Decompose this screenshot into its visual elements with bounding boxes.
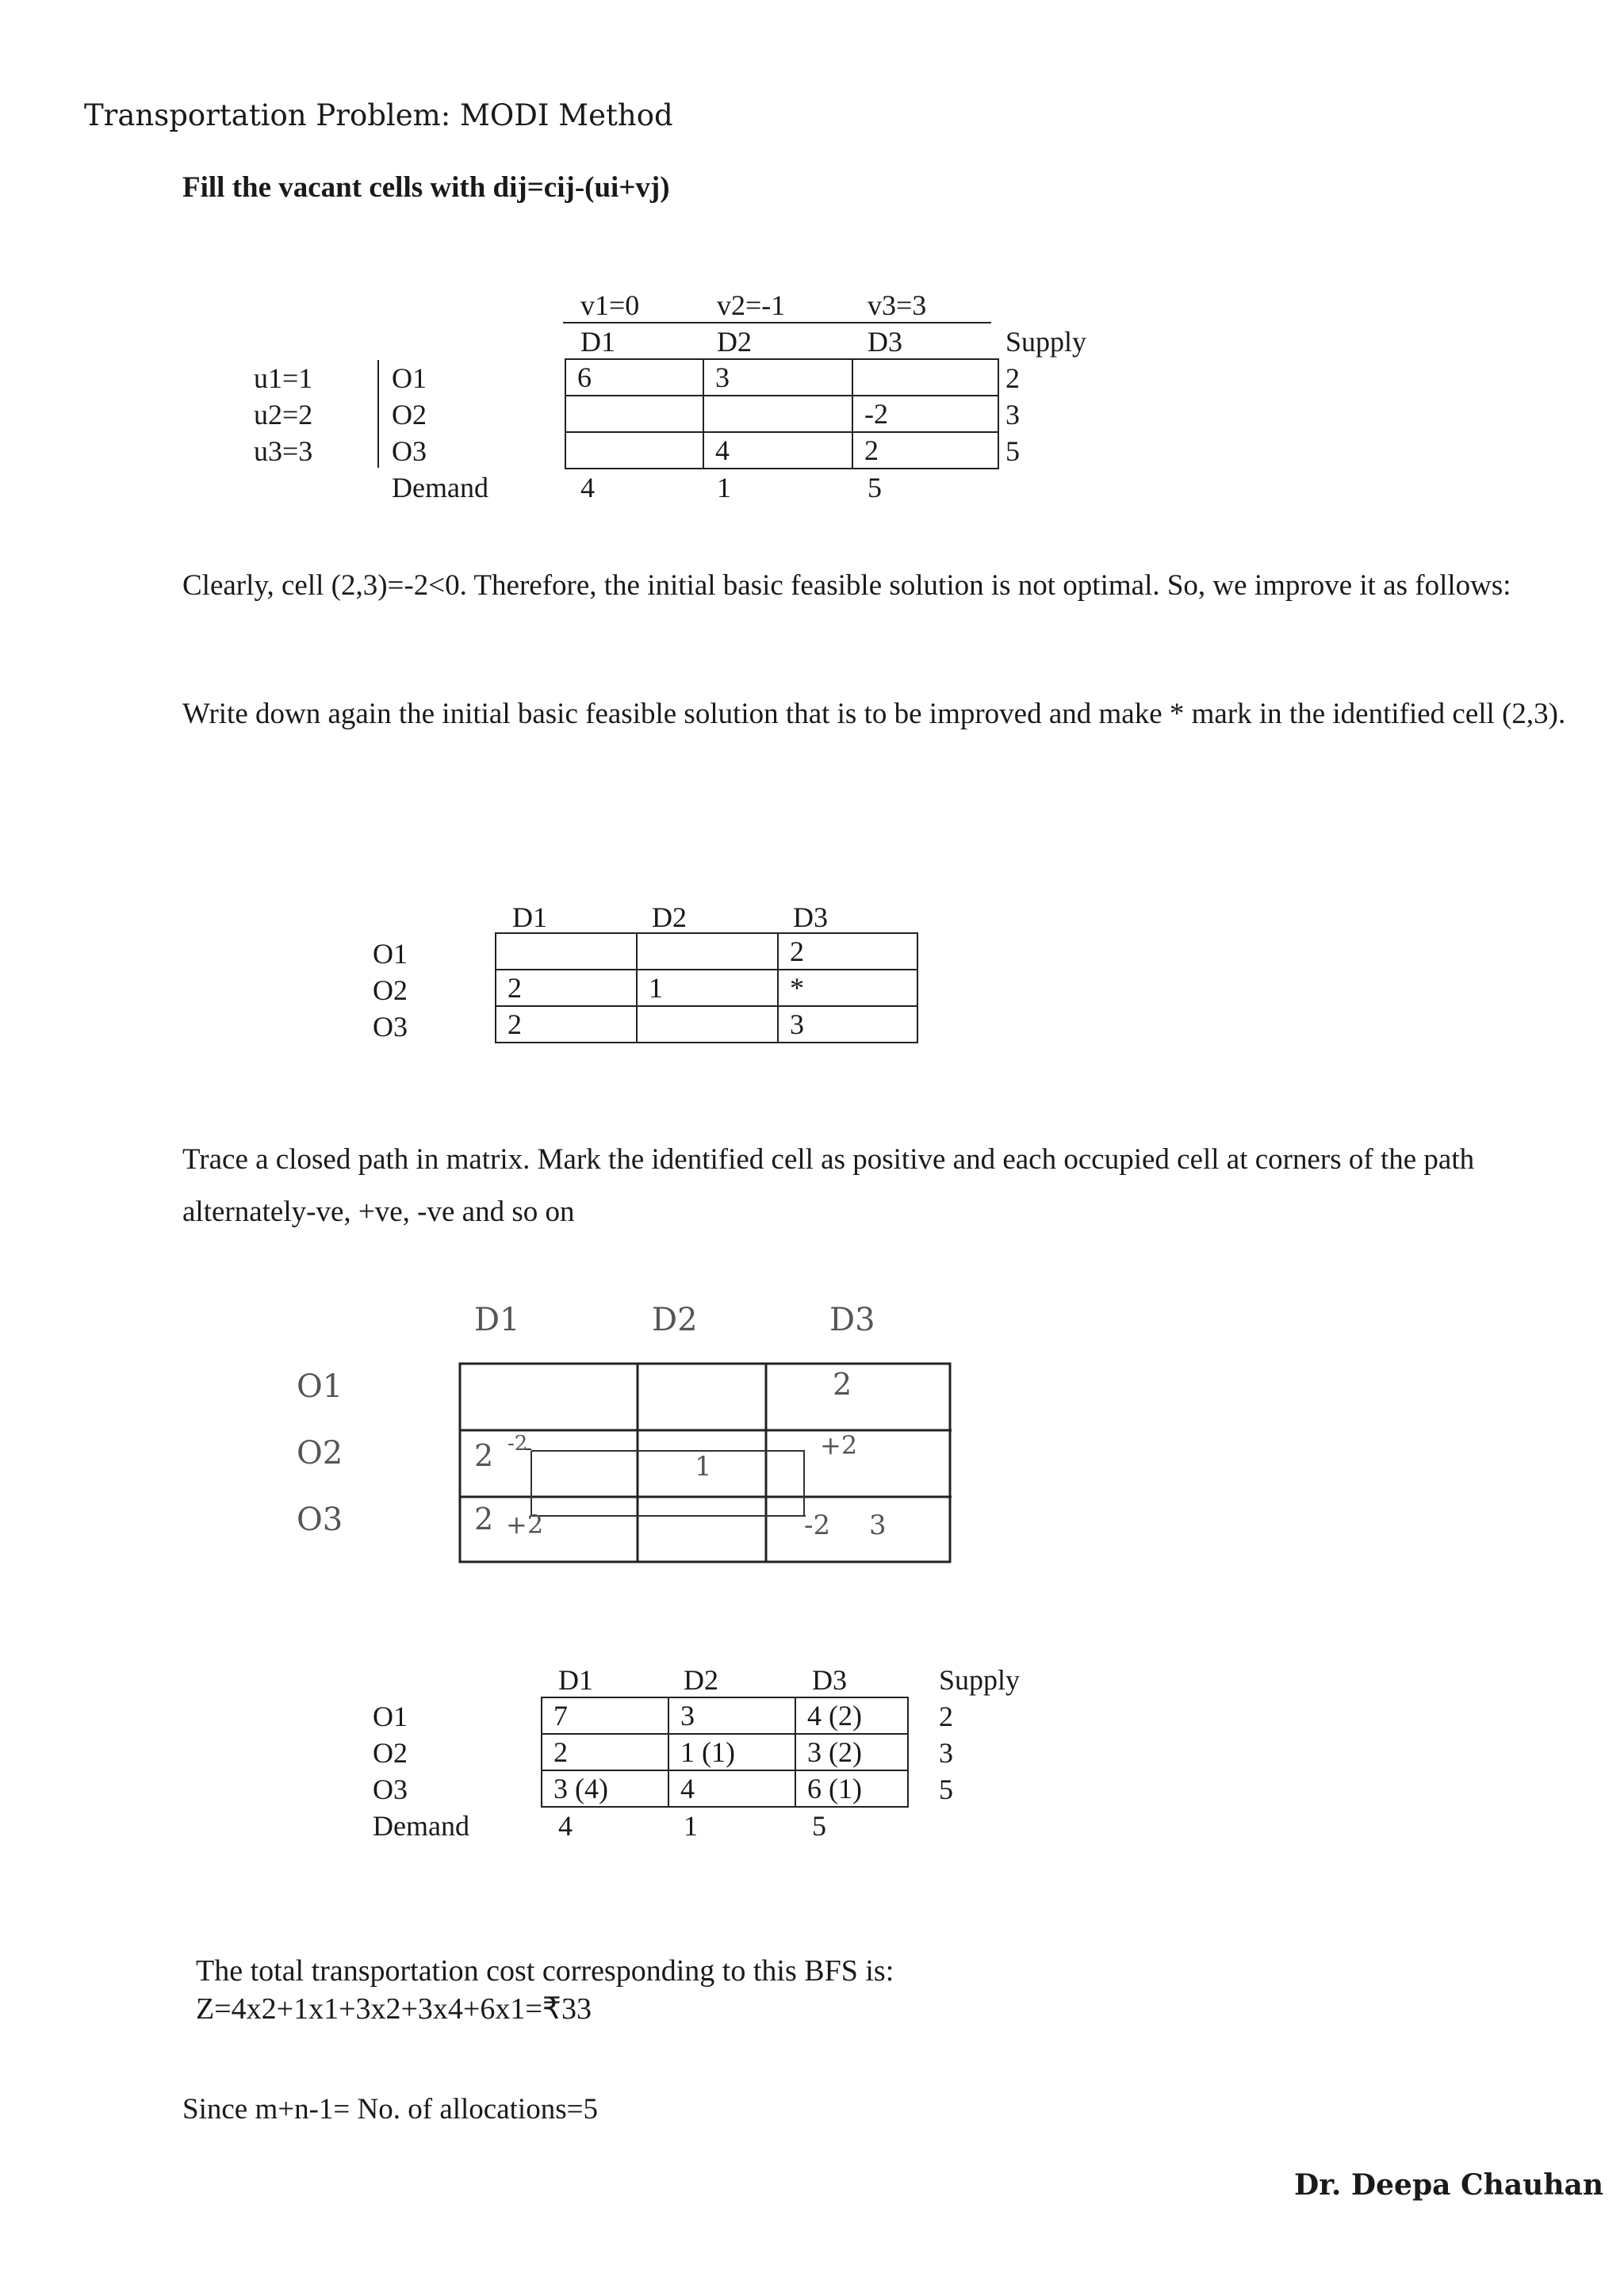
table2-row-o1: O1 (373, 938, 408, 970)
table1-v-label-2: v2=-1 (717, 289, 786, 321)
table4-allocation-grid (541, 1697, 909, 1808)
table3-o3-d3-mark: -2 (804, 1510, 831, 1541)
table2-col-d1: D1 (512, 901, 547, 933)
table3-o2-d2: 1 (695, 1451, 712, 1483)
table1-cell (565, 432, 703, 469)
table4-supply-o3: 5 (939, 1774, 953, 1805)
table2-allocation-grid (495, 932, 918, 1043)
table3-o2-d1-mark: -2 (508, 1432, 528, 1456)
table1-header-rule (563, 322, 991, 323)
table4-row-o1: O1 (373, 1701, 408, 1732)
table1-row-o3: O3 (392, 435, 427, 467)
table4-demand-d1: 4 (558, 1810, 573, 1842)
table2-cell: * (778, 970, 917, 1006)
table3-o2-d1: 2 (474, 1438, 494, 1473)
table1-cell (703, 396, 852, 432)
table2-cell: 2 (496, 1006, 637, 1043)
total-cost-formula: Z=4x2+1x1+3x2+3x4+6x1=₹33 (196, 1992, 592, 2026)
table4-col-d2: D2 (684, 1664, 718, 1696)
table1-cell: 4 (703, 432, 852, 469)
table2-row-o3: O3 (373, 1011, 408, 1043)
author-signature: Dr. Deepa Chauhan (1293, 2168, 1603, 2202)
table4-cell: 4 (668, 1770, 795, 1807)
total-cost-block (196, 1952, 894, 2028)
paragraph-mark-cell: Write down again the initial basic feasible solution that is to be improved and make * mark in the identified cell (2,3). (182, 698, 1566, 730)
table1-u-label-3: u3=3 (254, 435, 313, 467)
table1-cell (565, 396, 703, 432)
table1-demand-d2: 1 (717, 472, 731, 503)
table3-col-d3: D3 (829, 1302, 875, 1338)
step-fill-vacant-cells: Fill the vacant cells with dij=cij-(ui+vj) (182, 171, 670, 204)
table1-demand-d3: 5 (868, 472, 882, 503)
table1-cell: -2 (852, 396, 998, 432)
table3-o3-d1-mark: +2 (506, 1510, 544, 1540)
table2-col-d2: D2 (652, 901, 687, 933)
table1-u-label-2: u2=2 (254, 399, 313, 430)
table1-cell (852, 359, 998, 396)
allocations-check: Since m+n-1= No. of allocations=5 (182, 2093, 598, 2126)
table1-cell: 3 (703, 359, 852, 396)
table1-col-d1: D1 (580, 326, 615, 358)
table1-row-rule (377, 360, 379, 468)
table4-cell: 1 (1) (668, 1734, 795, 1770)
table3-col-d2: D2 (652, 1302, 698, 1338)
table4-cell: 4 (2) (795, 1697, 908, 1734)
table1-col-d3: D3 (868, 326, 902, 358)
table2-cell: 2 (778, 933, 917, 970)
paragraph-not-optimal: Clearly, cell (2,3)=-2<0. Therefore, the initial basic feasible solution is not optimal. So, we improve it as follows: (182, 569, 1511, 602)
table4-demand-d3: 5 (812, 1810, 826, 1842)
table3-row-o3: O3 (297, 1502, 343, 1538)
table3-o1-d3: 2 (833, 1367, 852, 1402)
table4-cell: 2 (542, 1734, 668, 1770)
table1-cell: 6 (565, 359, 703, 396)
table2-cell (496, 933, 637, 970)
table3-o2-d3-mark: +2 (820, 1430, 858, 1460)
table1-demand-label: Demand (392, 472, 488, 503)
table2-col-d3: D3 (793, 901, 828, 933)
table2-cell: 1 (637, 970, 778, 1006)
table2-row-o2: O2 (373, 974, 408, 1006)
table1-u-label-1: u1=1 (254, 362, 313, 394)
table3-row-o1: O1 (297, 1368, 343, 1405)
table4-supply-label: Supply (939, 1664, 1021, 1696)
table4-demand-label: Demand (373, 1810, 469, 1842)
table1-v-label-1: v1=0 (580, 289, 640, 321)
table2-cell: 3 (778, 1006, 917, 1043)
table3-path-left (531, 1451, 806, 1516)
table1-supply-o2: 3 (1005, 399, 1020, 430)
total-cost-intro: The total transportation cost corresponding to this BFS is: (196, 1954, 894, 1988)
table4-cell: 6 (1) (795, 1770, 908, 1807)
table1-v-label-3: v3=3 (868, 289, 927, 321)
table2-cell: 2 (496, 970, 637, 1006)
paragraph-closed-path: Trace a closed path in matrix. Mark the identified cell as positive and each occupied cell at corners of the path alternately-ve, +ve, -ve and so on (182, 1143, 1475, 1228)
table2-cell (637, 1006, 778, 1043)
table1-supply-o3: 5 (1005, 435, 1020, 467)
table4-col-d1: D1 (558, 1664, 593, 1696)
table1-col-d2: D2 (717, 326, 752, 358)
table3-path-right (531, 1451, 804, 1516)
table1-supply-label: Supply (1005, 326, 1087, 358)
table4-demand-d2: 1 (684, 1810, 698, 1842)
table3-closed-path-loop (517, 1449, 806, 1516)
table3-col-d1: D1 (474, 1302, 520, 1338)
table4-cell: 7 (542, 1697, 668, 1734)
table1-demand-d1: 4 (580, 472, 595, 503)
page-title: Transportation Problem: MODI Method (84, 98, 673, 132)
table4-supply-o1: 2 (939, 1701, 953, 1732)
table4-cell: 3 (668, 1697, 795, 1734)
table4-col-d3: D3 (812, 1664, 847, 1696)
table1-cost-grid (565, 358, 999, 469)
table1-row-o2: O2 (392, 399, 427, 430)
table4-row-o3: O3 (373, 1774, 408, 1805)
table3-row-o2: O2 (297, 1435, 343, 1471)
table3-o3-d1: 2 (474, 1502, 494, 1536)
table4-row-o2: O2 (373, 1737, 408, 1769)
table4-supply-o2: 3 (939, 1737, 953, 1769)
table2-cell (637, 933, 778, 970)
table1-row-o1: O1 (392, 362, 427, 394)
table3-o3-d3: 3 (869, 1510, 887, 1541)
table4-cell: 3 (2) (795, 1734, 908, 1770)
table1-supply-o1: 2 (1005, 362, 1020, 394)
table1-cell: 2 (852, 432, 998, 469)
table4-cell: 3 (4) (542, 1770, 668, 1807)
